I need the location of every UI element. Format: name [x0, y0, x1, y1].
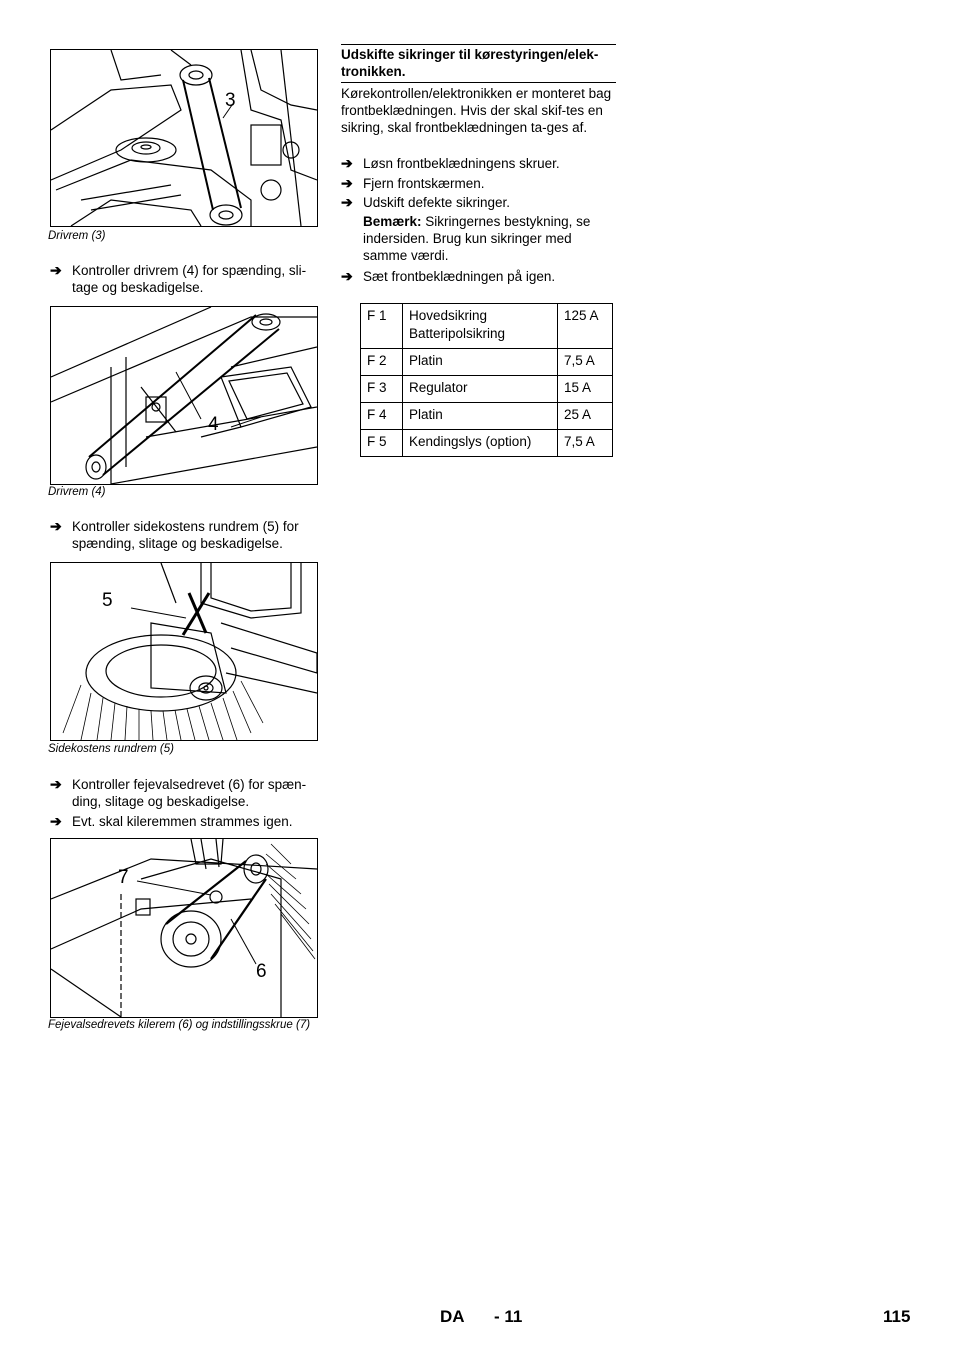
figure-drivrem-4	[50, 306, 318, 485]
fuse-name-line1: Hovedsikring	[409, 308, 488, 323]
step-text: Kontroller sidekostens rundrem (5) for spænding, slitage og beskadigelse.	[72, 519, 299, 551]
page-number: 115	[883, 1307, 911, 1326]
drive-belt-illustration	[51, 307, 317, 484]
figure-caption: Sidekostens rundrem (5)	[48, 743, 174, 755]
step-text: Sæt frontbeklædningen på igen.	[363, 269, 556, 284]
arrow-right-icon: ➔	[50, 813, 62, 829]
fuse-id: F 3	[361, 376, 403, 403]
fuse-rating: 7,5 A	[558, 430, 613, 457]
step-item	[341, 175, 616, 192]
note-paragraph	[363, 213, 613, 264]
note-text: Sikringernes bestykning, se indersiden. Brug kun sikringer med samme værdi.	[363, 214, 591, 263]
section-heading: Udskifte sikringer til kørestyringen/elek-tronikken.	[341, 44, 616, 83]
fuse-name-line2: Batteripolsikring	[409, 326, 506, 341]
note-label: Bemærk:	[363, 214, 422, 229]
step-text: Kontroller fejevalsedrevet (6) for spæn-ding, slitage og beskadigelse.	[72, 777, 307, 809]
table-row	[361, 430, 613, 457]
arrow-right-icon: ➔	[341, 268, 353, 284]
side-brush-belt-illustration	[51, 563, 317, 740]
fuse-name: Platin	[403, 403, 558, 430]
fuse-name	[403, 304, 558, 349]
step-text: Fjern frontskærmen.	[363, 176, 485, 191]
arrow-right-icon: ➔	[341, 155, 353, 171]
arrow-right-icon: ➔	[50, 776, 62, 792]
callout-7: 7	[118, 867, 129, 888]
fuse-id: F 2	[361, 349, 403, 376]
arrow-right-icon: ➔	[341, 175, 353, 191]
step-item	[50, 518, 322, 552]
figure-caption: Fejevalsedrevets kilerem (6) og indstillingsskrue (7)	[48, 1019, 311, 1031]
callout-5: 5	[102, 590, 113, 611]
arrow-right-icon: ➔	[341, 194, 353, 210]
fuse-rating: 25 A	[558, 403, 613, 430]
arrow-right-icon: ➔	[50, 518, 62, 534]
figure-drivrem-3	[50, 49, 318, 227]
figure-caption: Drivrem (3)	[48, 230, 106, 242]
drive-belt-illustration	[51, 50, 317, 226]
callout-4: 4	[208, 414, 219, 435]
step-item	[50, 813, 322, 830]
fuse-rating: 15 A	[558, 376, 613, 403]
intro-paragraph: Kørekontrollen/elektronikken er monteret bag frontbeklædningen. Hvis der skal skif-tes en sikring, skal frontbeklædningen ta-ges af.	[341, 86, 612, 135]
step-item	[50, 776, 322, 810]
main-broom-belt-illustration	[51, 839, 317, 1017]
fuse-id: F 5	[361, 430, 403, 457]
footer-section: - 11	[494, 1307, 523, 1326]
footer-language: DA	[440, 1307, 465, 1326]
arrow-right-icon: ➔	[50, 262, 62, 278]
table-row	[361, 304, 613, 349]
step-item	[341, 155, 616, 172]
callout-6: 6	[256, 961, 267, 982]
step-item	[341, 268, 616, 285]
fuse-name: Regulator	[403, 376, 558, 403]
step-text: Kontroller drivrem (4) for spænding, sli-tage og beskadigelse.	[72, 263, 307, 295]
fuse-name: Kendingslys (option)	[403, 430, 558, 457]
fuse-rating: 7,5 A	[558, 349, 613, 376]
fuse-id: F 4	[361, 403, 403, 430]
fuse-name: Platin	[403, 349, 558, 376]
table-row	[361, 403, 613, 430]
table-row	[361, 376, 613, 403]
step-text: Evt. skal kileremmen strammes igen.	[72, 814, 293, 829]
step-text: Udskift defekte sikringer.	[363, 195, 511, 210]
figure-fejevalse-kilerem	[50, 838, 318, 1018]
step-item	[341, 194, 616, 211]
step-item	[50, 262, 322, 296]
fuse-rating: 125 A	[558, 304, 613, 349]
fuse-table	[360, 303, 613, 457]
step-text: Løsn frontbeklædningens skruer.	[363, 156, 560, 171]
figure-sidekost-rundrem-5	[50, 562, 318, 741]
table-row	[361, 349, 613, 376]
fuse-id: F 1	[361, 304, 403, 349]
callout-3: 3	[225, 90, 236, 111]
figure-caption: Drivrem (4)	[48, 486, 106, 498]
